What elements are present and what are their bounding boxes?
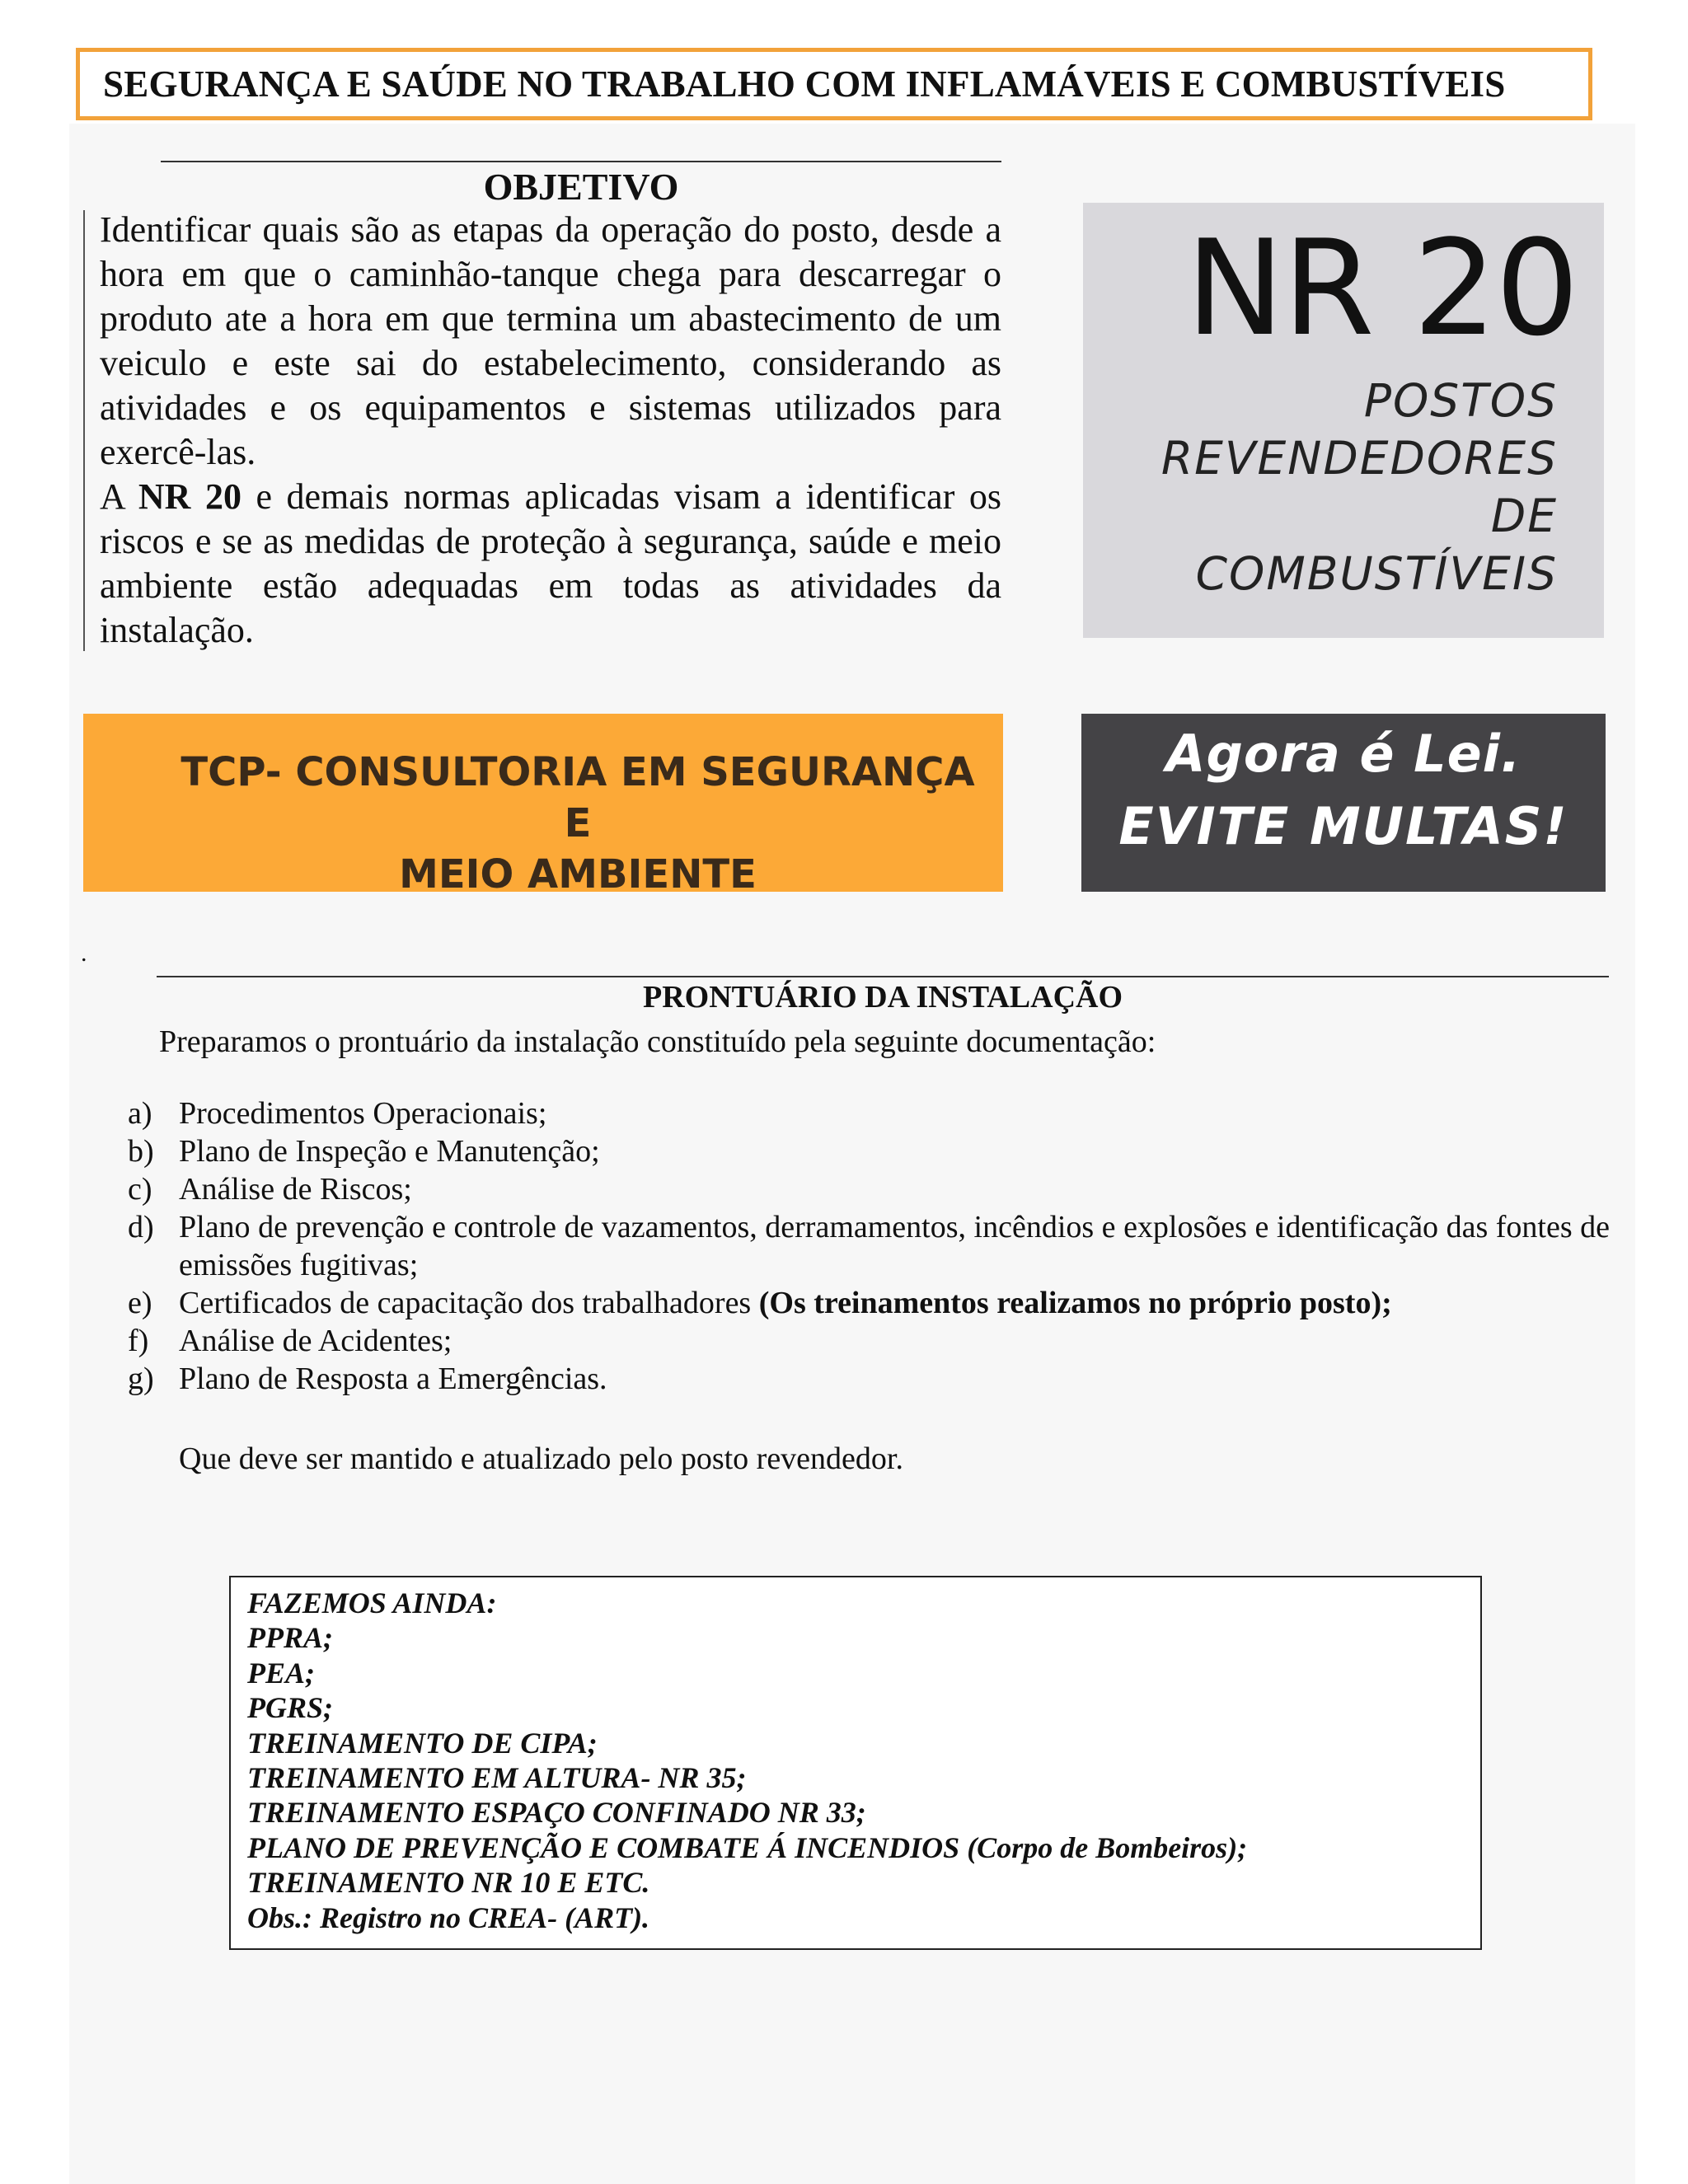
header-title: SEGURANÇA E SAÚDE NO TRABALHO COM INFLAMÁVEIS E COMBUSTÍVEIS	[103, 63, 1506, 105]
nr20-subtitle	[1161, 372, 1558, 602]
extras-line: PPRA;	[247, 1621, 333, 1655]
nr20-banner	[1083, 203, 1604, 638]
divider	[157, 976, 1609, 977]
prontuario-list	[128, 1094, 1610, 1398]
page-header	[76, 48, 1592, 120]
stray-dot: .	[81, 940, 87, 967]
extras-line: TREINAMENTO NR 10 E ETC.	[247, 1866, 650, 1900]
consultoria-line: MEIO AMBIENTE	[399, 851, 757, 898]
extras-line: TREINAMENTO EM ALTURA- NR 35;	[247, 1761, 747, 1795]
objetivo-paragraph-1: Identificar quais são as etapas da operação do posto, desde a hora em que o caminhão-tanque chega para descarregar o produto ate a hora em que termina um abastecimento de um veiculo e este sai do estabelecimento, considerando as atividades e os equipamentos e sistemas utilizados para exercê-las.	[100, 209, 1001, 472]
extras-line: PEA;	[247, 1656, 316, 1690]
extras-box	[229, 1576, 1482, 1950]
list-item: e) Certificados de capacitação dos trabalhadores (Os treinamentos realizamos no próprio posto);	[128, 1286, 1392, 1320]
consultoria-banner	[83, 714, 1003, 898]
prontuario-closing: Que deve ser mantido e atualizado pelo posto revendedor.	[179, 1441, 903, 1476]
prontuario-intro: Preparamos o prontuário da instalação constituído pela seguinte documentação:	[159, 1024, 1156, 1059]
consultoria-text	[166, 747, 990, 900]
extras-line: PGRS;	[247, 1691, 334, 1725]
list-item: f) Análise de Acidentes;	[128, 1324, 452, 1358]
nr20-emphasis: NR 20	[138, 476, 241, 517]
extras-line: TREINAMENTO DE CIPA;	[247, 1726, 598, 1760]
list-item: a) Procedimentos Operacionais;	[128, 1096, 547, 1131]
nr20-subtitle-line: DE	[1490, 490, 1558, 542]
extras-line: FAZEMOS AINDA:	[247, 1586, 497, 1619]
nr20-title: NR 20	[1185, 211, 1578, 365]
list-item: b) Plano de Inspeção e Manutenção;	[128, 1134, 600, 1169]
prontuario-title: PRONTUÁRIO DA INSTALAÇÃO	[642, 980, 1123, 1015]
consultoria-line: TCP- CONSULTORIA EM SEGURANÇA E	[181, 749, 975, 846]
slogan-line-2: EVITE MULTAS!	[1118, 796, 1568, 856]
list-item: c) Análise de Riscos;	[128, 1172, 412, 1207]
objetivo-body	[100, 208, 1001, 653]
extras-line: PLANO DE PREVENÇÃO E COMBATE Á INCENDIOS (Corpo de Bombeiros);	[247, 1830, 1248, 1864]
quote-bar	[83, 210, 85, 651]
divider	[161, 161, 1001, 162]
objetivo-paragraph-2: A NR 20 e demais normas aplicadas visam a identificar os riscos e se as medidas de proteção à segurança, saúde e meio ambiente estão adequadas em todas as atividades da instalação.	[100, 476, 1001, 650]
slogan-banner	[1081, 714, 1606, 892]
nr20-subtitle-line: POSTOS	[1363, 374, 1558, 427]
list-item: g) Plano de Resposta a Emergências.	[128, 1361, 607, 1396]
slogan-line-1: Agora é Lei.	[1165, 724, 1522, 784]
nr20-subtitle-line: COMBUSTÍVEIS	[1195, 547, 1558, 600]
list-item: d) Plano de prevenção e controle de vazamentos, derramamentos, incêndios e explosões e identificação das fontes de emissões fugitivas;	[128, 1210, 1610, 1282]
extras-line: TREINAMENTO ESPAÇO CONFINADO NR 33;	[247, 1796, 866, 1830]
nr20-subtitle-line: REVENDEDORES	[1160, 432, 1558, 485]
objetivo-title: OBJETIVO	[483, 166, 679, 208]
extras-line: Obs.: Registro no CREA- (ART).	[247, 1900, 650, 1934]
